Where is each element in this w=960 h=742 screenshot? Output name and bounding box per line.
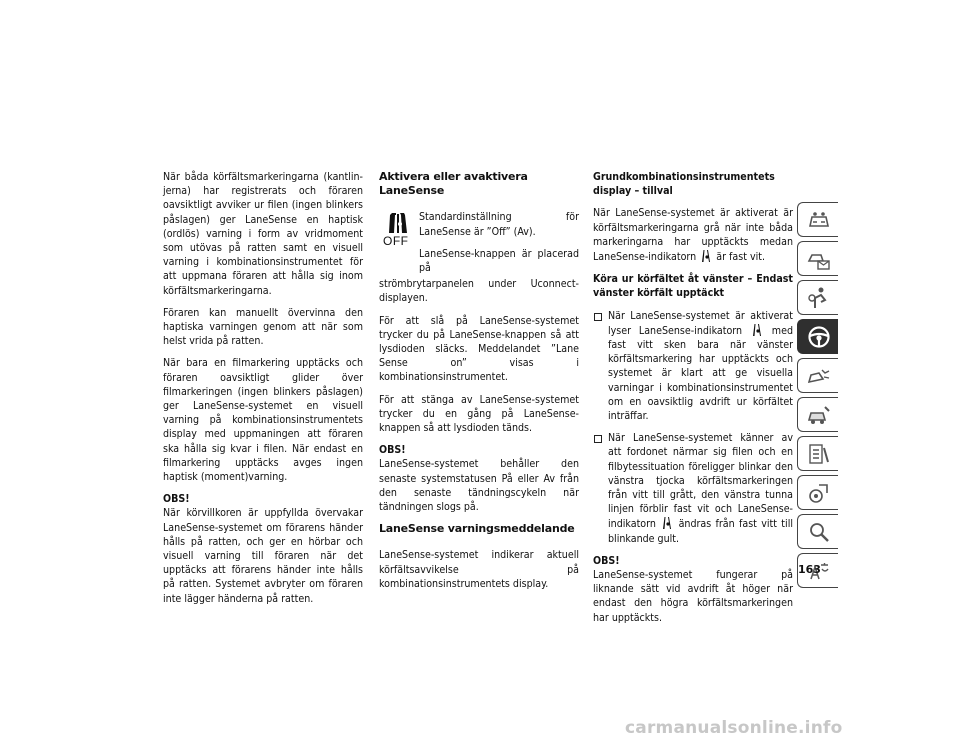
car-dashboard-icon: [807, 208, 831, 232]
note-heading: OBS!: [379, 444, 406, 457]
note-text: LaneSense-systemet behåller den senaste systemstatusen På eller Av från den senaste tändningscykeln när tändningen slogs på.: [379, 458, 579, 514]
car-mail-icon: [807, 247, 831, 271]
paragraph: För att stänga av LaneSense-systemet trycker du en gång på LaneSense-knappen så att lysdioden tänds.: [379, 393, 579, 435]
paragraph: För att slå på LaneSense-systemet trycker du på LaneSense-knappen så att lysdioden släcks. Meddelandet ”Lane Sense on” visas i kombinationsinstrumentet.: [379, 314, 579, 384]
watermark: carmanualsonline.info: [625, 718, 843, 738]
magnifier-icon: [807, 520, 831, 544]
list-item-text: [608, 309, 793, 424]
section-heading: LaneSense varningsmeddelande: [379, 522, 575, 536]
bullet-box-icon: [594, 435, 602, 443]
page-number: 163: [798, 563, 821, 576]
note-block: [163, 492, 363, 606]
chapter-tab-strip: [797, 202, 840, 592]
column-middle: [379, 170, 579, 599]
text-run: När LaneSense-systemet är aktiverat är körfältsmarkeringarna grå när inte båda markeringarna har upptäckts medan LaneSense-indikatorn: [593, 207, 793, 264]
list-item-text: [608, 431, 793, 546]
bullet-box-icon: [594, 313, 602, 321]
lanesense-indicator-icon: [662, 516, 672, 530]
tab-steering-wheel[interactable]: [797, 319, 838, 354]
tab-car-mail[interactable]: [797, 241, 838, 276]
off-text: [419, 210, 579, 275]
music-phone-icon: [807, 481, 831, 505]
paragraph: När bara en filmarkering upptäcks och föraren oavsiktligt glider över filmarkeringen (ingen blinkers påslagen) ger LaneSense-systemet en visuell varning på kombinationsinstrumentets display med uppmaningen att föraren ska hålla sig kvar i filen. När endast en filmarkering upptäcks avges ingen haptisk (moment)varning.: [163, 357, 363, 484]
tab-car-crash[interactable]: [797, 358, 838, 393]
tab-magnifier[interactable]: [797, 514, 838, 549]
note-heading: OBS!: [163, 493, 190, 506]
note-heading: OBS!: [593, 554, 620, 567]
note-block: [379, 443, 579, 514]
tab-car-dashboard[interactable]: [797, 202, 838, 237]
text-run: är fast vit.: [716, 251, 765, 264]
lanesense-indicator-icon: [752, 323, 762, 337]
steering-wheel-icon: [807, 325, 831, 349]
note-text: LaneSense-systemet fungerar på liknande sätt vid avdrift åt höger när endast den högra körfältsmarkeringen har upptäckts.: [593, 569, 793, 624]
section-heading: Aktivera eller avaktivera LaneSense: [379, 170, 528, 198]
list-item: [593, 431, 793, 546]
lanesense-off-block: [379, 210, 579, 275]
checklist-tools-icon: [807, 442, 831, 466]
text-run: När LaneSense-systemet är aktiverat lyser LaneSense-indikatorn: [608, 309, 793, 337]
section-heading: Köra ur körfältet åt vänster – Endast vänster körfält upptäckt: [593, 273, 793, 300]
tab-airbag-seat[interactable]: [797, 280, 838, 315]
car-crash-icon: [807, 364, 831, 388]
note-text: När körvillkoren är uppfyllda övervakar LaneSense-systemet om förarens händer hålls på ratten, och ger en hörbar och visuell varning till föraren när det upptäcks att förarens händer inte hålls på ratten. Systemet avbryter om föraren inte lägger händerna på ratten.: [163, 507, 363, 605]
list-item: [593, 309, 793, 424]
paragraph: LaneSense-systemet indikerar aktuell körfältsavvikelse på kombinationsinstrumentets display.: [379, 549, 579, 590]
paragraph: [593, 206, 793, 264]
column-right: [593, 170, 793, 633]
lanesense-indicator-icon: [701, 249, 711, 263]
airbag-seat-icon: [807, 286, 831, 310]
tab-car-service[interactable]: [797, 397, 838, 432]
text-run: med fast vitt sken bara när vänster körfältsmarkering har upptäckts och systemet är klart att ge visuella varningar i kombinationsinstrumentet om en oavsiktlig avdrift ur körfältet inträffar.: [608, 324, 793, 423]
paragraph: Föraren kan manuellt övervinna den haptiska varningen genom att när som helst vrida på ratten.: [163, 306, 363, 348]
car-service-icon: [807, 403, 831, 427]
text-run: ändras från fast vitt till blinkande gult.: [608, 518, 793, 545]
paragraph: Standardinställning för LaneSense är ”Off” (Av).: [419, 211, 579, 238]
text-run: När LaneSense-systemet känner av att fordonet närmar sig filen och en filbytessituation föreligger blinkar den vänstra tjocka körfältsmarkeringen från vitt till grått, den vänstra tunna linjen förblir fast vit och LaneSense-indikatorn: [608, 432, 793, 531]
column-left: [163, 170, 363, 614]
section-heading: Grundkombinationsinstrumentets display – tillval: [593, 171, 775, 198]
off-label: OFF: [383, 234, 409, 249]
tab-music-phone[interactable]: [797, 475, 838, 510]
paragraph: När båda körfältsmarkeringarna (kantlinjerna) har registrerats och föraren oavsiktligt avviker ur filen (ingen blinkers påslagen) ger LaneSense en haptisk (ordlös) varning i form av vridmoment som utövas på ratten samt en visuell varning i kombinationsinstrumentet för att uppmana föraren att hålla sig inom körfältsmarkeringarna.: [163, 171, 363, 297]
note-block: [593, 554, 793, 625]
lanesense-off-icon: [379, 210, 419, 275]
paragraph: LaneSense-knappen är placerad på: [419, 247, 579, 275]
paragraph: strömbrytarpanelen under Uconnect-displayen.: [379, 278, 579, 305]
tab-checklist-tools[interactable]: [797, 436, 838, 471]
